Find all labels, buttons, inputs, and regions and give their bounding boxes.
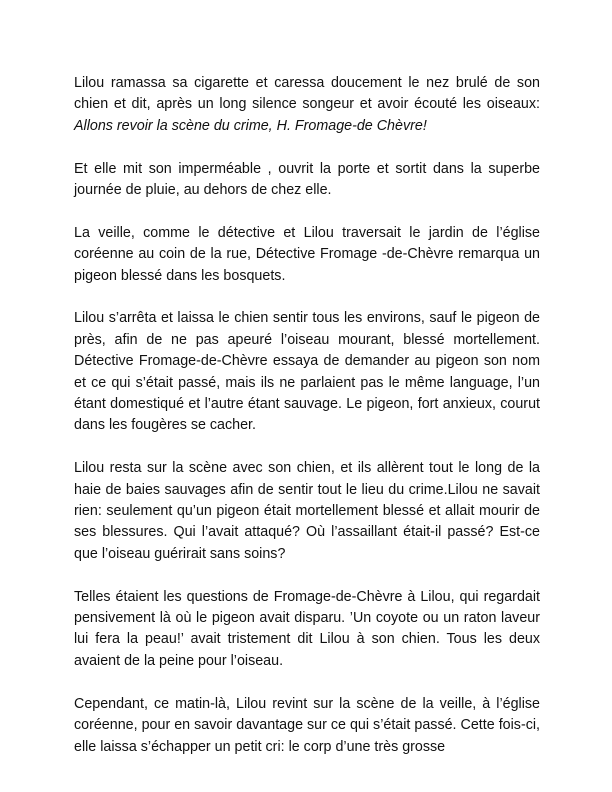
paragraph-4: Lilou s’arrêta et laissa le chien sentir tous les environs, sauf le pigeon de près, afin de ne pas apeuré l’oiseau mourant, blessé mortellement. Détective Fromage-de-Chèvre essaya de demander au pigeon son nom et ce qui s’était passé, mais ils ne parlaient pas le même language, l’un étant domestiqué et l’autre étant sauvage. Le pigeon, fort anxieux, courut dans les fougères se cacher. [74, 310, 540, 434]
paragraph-7: Cependant, ce matin-là, Lilou revint sur la scène de la veille, à l’église coréenne, pour en savoir davantage sur ce qui s’était passé. Cette fois-ci, elle laissa s’échapper un petit cri: le corp d’une très grosse [74, 695, 540, 755]
paragraph-1 [74, 73, 540, 137]
paragraph-3: La veille, comme le détective et Lilou traversait le jardin de l’église coréenne au coin de la rue, Détective Fromage -de-Chèvre remarqua un pigeon blessé dans les bosquets. [74, 224, 540, 284]
paragraph-1-text: Lilou ramassa sa cigarette et caressa doucement le nez brulé de son chien et dit, après un long silence songeur et avoir écouté les oiseaux: [74, 75, 540, 113]
document-page [74, 73, 540, 779]
paragraph-5: Lilou resta sur la scène avec son chien, et ils allèrent tout le long de la haie de baies sauvages afin de sentir tout le lieu du crime.Lilou ne savait rien: seulement qu’un pigeon était mortellement blessé et allait mourir de ses blessures. Qui l’avait attaqué? Où l’assaillant était-il passé? Est-ce que l’oiseau guérirait sans soins? [74, 460, 540, 562]
paragraph-2: Et elle mit son imperméable , ouvrit la porte et sortit dans la superbe journée de pluie, au dehors de chez elle. [74, 160, 540, 199]
paragraph-1-italic-quote: Allons revoir la scène du crime, H. Fromage-de Chèvre! [74, 117, 427, 134]
paragraph-6: Telles étaient les questions de Fromage-de-Chèvre à Lilou, qui regardait pensivement là où le pigeon avait disparu. ’Un coyote ou un raton laveur lui fera la peau!’ avait tristement dit Lilou à son chien. Tous les deux avaient de la peine pour l’oiseau. [74, 588, 540, 669]
